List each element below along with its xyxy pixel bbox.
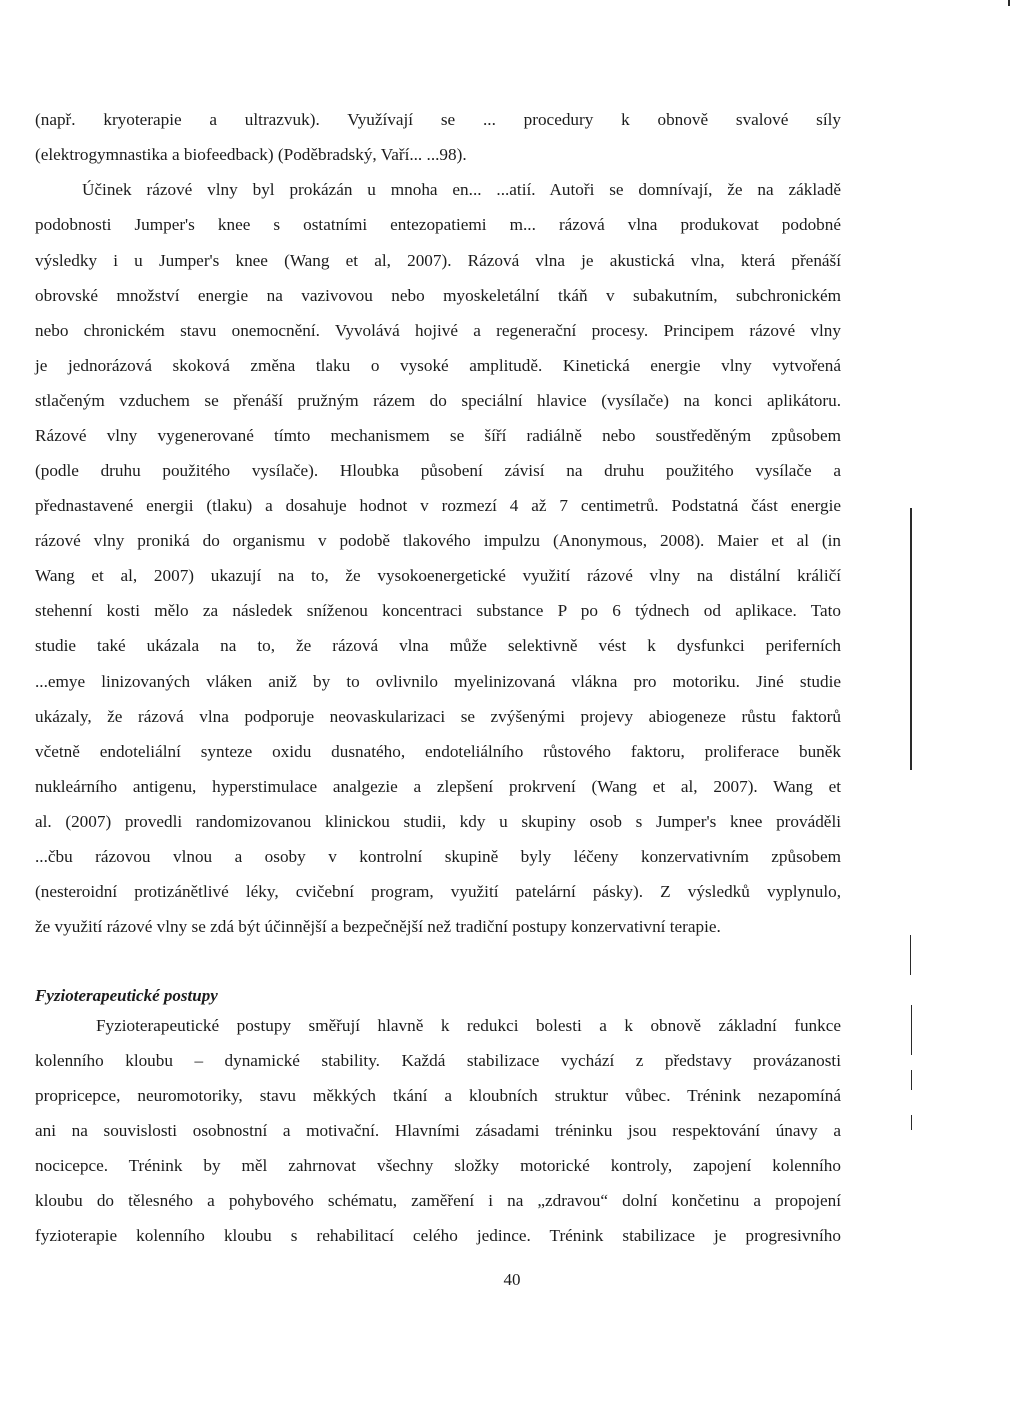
text-line: ...čbu rázovou vlnou a osoby v kontrolní skupině byly léčeny konzervativním způsobem bbox=[35, 847, 841, 866]
text-line: obrovské množství energie na vazivovou nebo myoskeletální tkáň v subakutním, subchronickém bbox=[35, 286, 841, 305]
text-line: (elektrogymnastika a biofeedback) (Poděbradský, Vaří... ...98). bbox=[35, 145, 467, 164]
text-line: fyzioterapie kolenního kloubu s rehabilitací celého jedince. Trénink stabilizace je progresivního bbox=[35, 1226, 841, 1245]
text-line: studie také ukázala na to, že rázová vlna může selektivně vést k dysfunkci periferních bbox=[35, 636, 841, 655]
page-number: 40 bbox=[503, 1270, 521, 1289]
text-line: Wang et al, 2007) ukazují na to, že vysokoenergetické využití rázové vlny na distální králičí bbox=[35, 566, 841, 585]
scan-mark bbox=[911, 1005, 912, 1055]
text-line: stehenní kosti mělo za následek sníženou koncentraci substance P po 6 týdnech od aplikace. Tato bbox=[35, 601, 841, 620]
text-line: kolenního kloubu – dynamické stability. Každá stabilizace vychází z představy provázanosti bbox=[35, 1051, 841, 1070]
text-line: ...emye linizovaných vláken aniž by to ovlivnilo myelinizovaná vlákna pro motoriku. Jiné studie bbox=[35, 672, 841, 691]
text-line: že využití rázové vlny se zdá být účinnější a bezpečnější než tradiční postupy konzervativní terapie. bbox=[35, 917, 721, 936]
section-heading: Fyzioterapeutické postupy bbox=[35, 986, 218, 1005]
text-line: kloubu do tělesného a pohybového schématu, zaměření i na „zdravou“ dolní končetinu a propojení bbox=[35, 1191, 841, 1210]
text-line: (nesteroidní protizánětlivé léky, cvičební program, využití patelární pásky). Z výsledků vyplynulo, bbox=[35, 882, 841, 901]
text-line: propricepce, neuromotoriky, stavu měkkých tkání a kloubních struktur vůbec. Trénink nezapomíná bbox=[35, 1086, 841, 1105]
text-line: ukázaly, že rázová vlna podporuje neovaskularizaci se zvýšenými projevy abiogeneze růstu faktorů bbox=[35, 707, 841, 726]
text-line: al. (2007) provedli randomizovanou klinickou studii, kdy u skupiny osob s Jumper's knee prováděli bbox=[35, 812, 841, 831]
text-line: Účinek rázové vlny byl prokázán u mnoha en... ...atií. Autoři se domnívají, že na základě bbox=[82, 180, 841, 199]
text-line: Fyzioterapeutické postupy směřují hlavně k redukci bolesti a k obnově základní funkce bbox=[96, 1016, 841, 1035]
text-line: podobnosti Jumper's knee s ostatními entezopatiemi m... rázová vlna produkovat podobné bbox=[35, 215, 841, 234]
text-line: přednastavené energii (tlaku) a dosahuje hodnot v rozmezí 4 až 7 centimetrů. Podstatná část energie bbox=[35, 496, 841, 515]
scan-mark bbox=[910, 508, 912, 770]
text-line: ani na souvislosti osobnostní a motivační. Hlavními zásadami tréninku jsou respektování únavy a bbox=[35, 1121, 841, 1140]
text-line: je jednorázová skoková změna tlaku o vysoké amplitudě. Kinetická energie vlny vytvořená bbox=[35, 356, 841, 375]
text-line: výsledky i u Jumper's knee (Wang et al, 2007). Rázová vlna je akustická vlna, která přenáší bbox=[35, 251, 841, 270]
text-line: nocicepce. Trénink by měl zahrnovat všechny složky motorické kontroly, zapojení kolenního bbox=[35, 1156, 841, 1175]
scan-mark bbox=[911, 1115, 912, 1130]
text-line: nukleárního antigenu, hyperstimulace analgezie a zlepšení prokrvení (Wang et al, 2007). Wang et bbox=[35, 777, 841, 796]
scan-mark bbox=[910, 935, 911, 975]
scan-mark bbox=[911, 1070, 912, 1090]
text-line: (např. kryoterapie a ultrazvuk). Využívají se ... procedury k obnově svalové síly bbox=[35, 110, 841, 129]
text-line: (podle druhu použitého vysílače). Hloubka působení závisí na druhu použitého vysílače a bbox=[35, 461, 841, 480]
text-line: Rázové vlny vygenerované tímto mechanismem se šíří radiálně nebo soustředěným způsobem bbox=[35, 426, 841, 445]
text-line: rázové vlny proniká do organismu v podobě tlakového impulzu (Anonymous, 2008). Maier et al (in bbox=[35, 531, 841, 550]
text-line: nebo chronickém stavu onemocnění. Vyvolává hojivé a regenerační procesy. Principem rázové vlny bbox=[35, 321, 841, 340]
text-line: stlačeným vzduchem se přenáší pružným rázem do speciální hlavice (vysílače) na konci aplikátoru. bbox=[35, 391, 841, 410]
scan-mark bbox=[1008, 0, 1010, 6]
text-line: včetně endoteliální synteze oxidu dusnatého, endoteliálního růstového faktoru, proliferace buněk bbox=[35, 742, 841, 761]
